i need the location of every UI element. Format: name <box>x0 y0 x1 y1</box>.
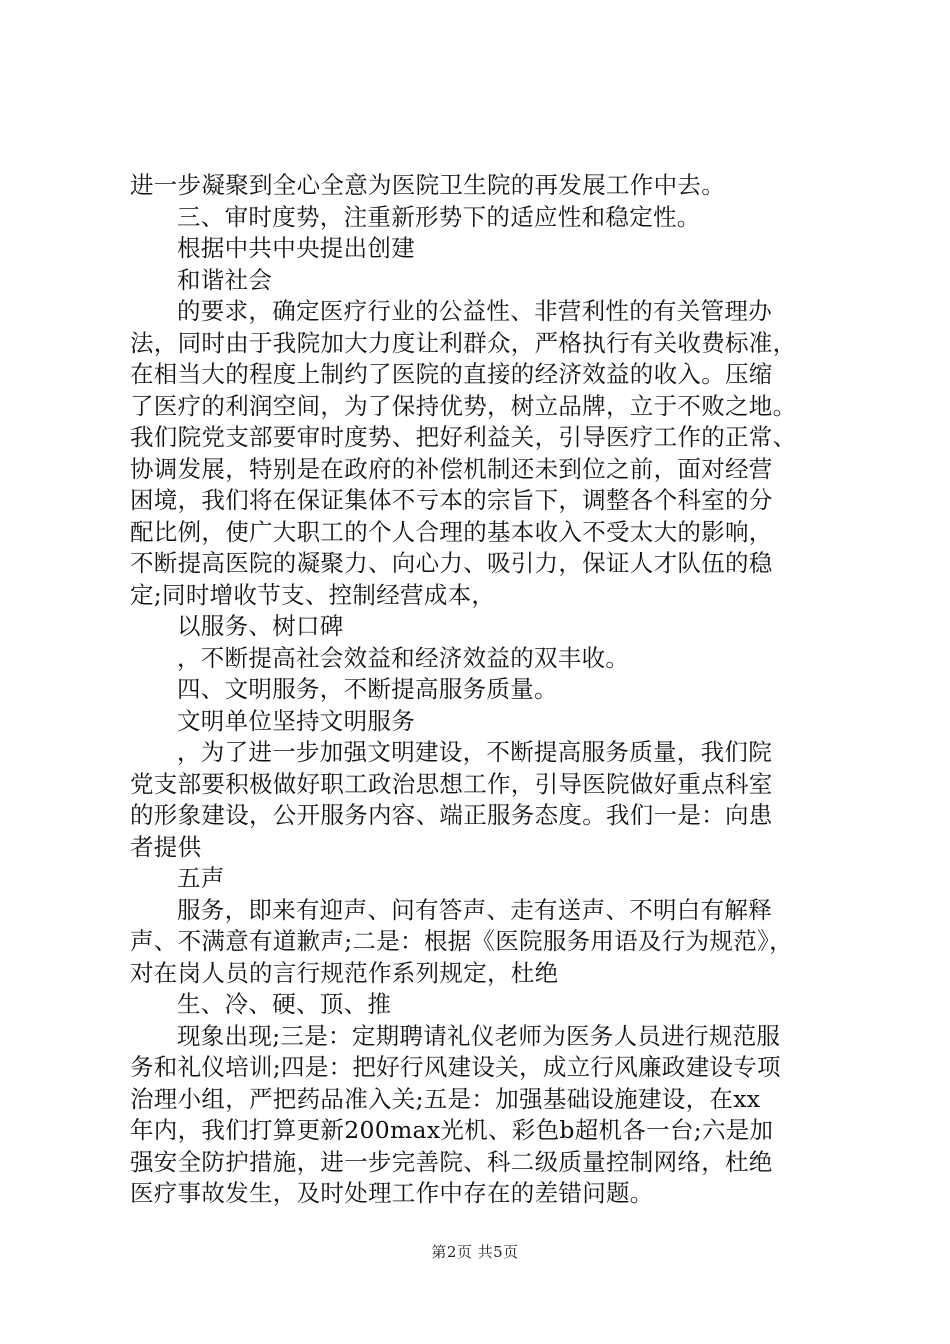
text-line: 困境，我们将在保证集体不亏本的宗旨下，调整各个科室的分 <box>130 486 773 514</box>
text-line: ，不断提高社会效益和经济效益的双丰收。 <box>177 643 630 672</box>
text-line: 党支部要积极做好职工政治思想工作，引导医院做好重点科室 <box>130 769 773 798</box>
text-line: 现象出现;三是：定期聘请礼仪老师为医务人员进行规范服 <box>177 1021 781 1050</box>
text-line: 服务，即来有迎声、问有答声、走有送声、不明白有解释 <box>177 895 772 924</box>
text-line: 的形象建设，公开服务内容、端正服务态度。我们一是：向患 <box>130 801 773 829</box>
text-line: 文明单位坚持文明服务 <box>177 706 415 735</box>
text-line: 治理小组，严把药品准入关;五是：加强基础设施建设，在xx <box>130 1084 761 1113</box>
text-line: 强安全防护措施，进一步完善院、科二级质量控制网络，杜绝 <box>130 1147 773 1176</box>
text-line: ，为了进一步加强文明建设，不断提高服务质量，我们院 <box>177 738 772 766</box>
text-line: 配比例，使广大职工的个人合理的基本收入不受太大的影响， <box>130 517 773 546</box>
text-line: 生、冷、硬、顶、推 <box>177 990 392 1018</box>
text-line: 根据中共中央提出创建 <box>177 234 415 262</box>
text-line: 法，同时由于我院加大力度让利群众，严格执行有关收费标准， <box>130 328 797 357</box>
text-line: 四、文明服务，不断提高服务质量。 <box>177 675 558 703</box>
text-line: 三、审时度势，注重新形势下的适应性和稳定性。 <box>177 202 701 231</box>
text-line: 定;同时增收节支、控制经营成本， <box>130 580 496 609</box>
text-line: 的要求，确定医疗行业的公益性、非营利性的有关管理办 <box>177 297 772 325</box>
page-footer: 第2页 共5页 <box>431 1243 519 1261</box>
text-line: 在相当大的程度上制约了医院的直接的经济效益的收入。压缩 <box>130 360 773 388</box>
text-line: 医疗事故发生，及时处理工作中存在的差错问题。 <box>130 1179 654 1207</box>
text-line: 对在岗人员的言行规范作系列规定，杜绝 <box>130 958 559 987</box>
text-line: 五声 <box>177 864 225 892</box>
text-line: 者提供 <box>130 832 202 861</box>
text-line: 我们院党支部要审时度势、把好利益关，引导医疗工作的正常、 <box>130 423 797 451</box>
text-line: 年内，我们打算更新200max光机、彩色b超机各一台;六是加 <box>130 1116 774 1144</box>
text-line: 以服务、树口碑 <box>177 612 344 640</box>
document-body <box>130 170 830 1210</box>
text-line: 不断提高医院的凝聚力、向心力、吸引力，保证人才队伍的稳 <box>130 549 773 577</box>
text-line: 和谐社会 <box>177 265 273 294</box>
text-line: 声、不满意有道歉声;二是：根据《医院服务用语及行为规范》， <box>130 927 793 955</box>
text-line: 协调发展，特别是在政府的补偿机制还未到位之前，面对经营 <box>130 454 773 483</box>
text-line: 进一步凝聚到全心全意为医院卫生院的再发展工作中去。 <box>130 171 725 199</box>
text-line: 了医疗的利润空间，为了保持优势，树立品牌，立于不败之地。 <box>130 391 797 420</box>
text-line: 务和礼仪培训;四是：把好行风建设关，成立行风廉政建设专项 <box>130 1053 781 1081</box>
